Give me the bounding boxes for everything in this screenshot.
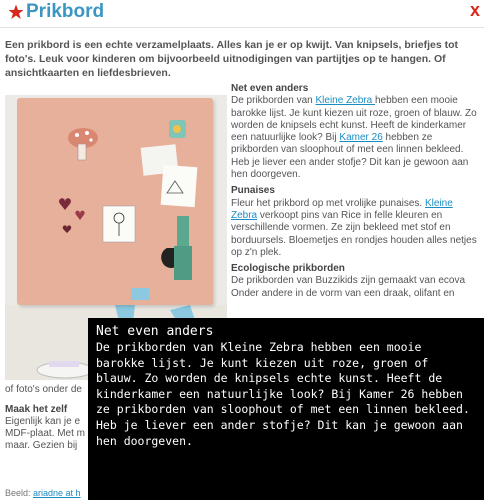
close-icon[interactable]: x — [469, 0, 480, 20]
credit-link[interactable]: ariadne at h — [33, 488, 81, 498]
section-text-punaises: Fleur het prikbord op met vrolijke punaises. Kleine Zebra verkoopt pins van Rice in felle kleuren en verschillende vormen. Ze zijn bekleed met stof en borduursels. Bloemetjes en rondjes houden alles netjes op z'n plek. — [231, 197, 477, 258]
section-heading-zelf: Maak het zelf — [5, 404, 68, 415]
kleine-zebra-link-2[interactable]: Kleine Zebra — [231, 197, 453, 221]
page-header — [0, 0, 484, 28]
overlay-heading: Net even anders — [96, 324, 214, 339]
section-text-eco: De prikborden van Buzzikids zijn gemaakt van ecova Onder andere in de vorm van een draak, olifant en — [231, 275, 466, 299]
star-icon — [8, 4, 24, 20]
page-title: Prikbord — [26, 1, 105, 22]
image-credit: Beeld: ariadne at h — [5, 488, 81, 498]
section-text-anders: De prikborden van Kleine Zebra hebben een mooie barokke lijst. Je kunt kiezen uit roze, groen of blauw. Zo worden de knipsels echt kunst. Heeft de kinderkamer een natuurlijke look? Bij Kamer 26 hebben ze prikborden van sloophout of met een linnen bekleed. Heb je liever een ander stofje? Dit kan je gewoon aan hen doorgeven. — [231, 95, 477, 181]
overlay-text: De prikborden van Kleine Zebra hebben een mooie barokke lijst. Je kunt kiezen uit roze, groen of blauw. Zo worden de knipsels echte kunst. Heeft de kinderkamer een natuurlijke look? Bij Kamer 26 hebben ze prikborden van sloophout of met een linnen bekleed. Heb je liever een ander stofje? Dit kan je gewoon aan hen doorgeven. — [96, 340, 470, 448]
text-overlay-box — [88, 318, 484, 500]
article-left-bottom — [5, 384, 95, 452]
section-text-zelf: Eigenlijk kan je e MDF-plaat. Met m maar. Gezien bij — [5, 416, 86, 451]
intro-text: Een prikbord is een echte verzamelplaats. Alles kan je er op kwijt. Van knipsels, briefjes tot foto's. Leuk voor kinderen om bijvoorbeeld uitnodigingen van partijtjes op te hangen. Of ansichtkaarten en liefdesbrieven. — [5, 39, 459, 79]
pinboard-decorations-illustration — [17, 98, 213, 305]
photo-caption: of foto's onder de — [5, 384, 82, 395]
section-heading-anders: Net even anders — [231, 83, 309, 94]
section-heading-eco: Ecologische prikborden — [231, 263, 345, 275]
article-right-column — [231, 83, 481, 304]
section-heading-punaises: Punaises — [231, 185, 275, 197]
kamer-26-link[interactable]: Kamer 26 — [339, 132, 383, 144]
pinboard — [17, 98, 213, 305]
kleine-zebra-link[interactable]: Kleine Zebra — [315, 95, 375, 107]
